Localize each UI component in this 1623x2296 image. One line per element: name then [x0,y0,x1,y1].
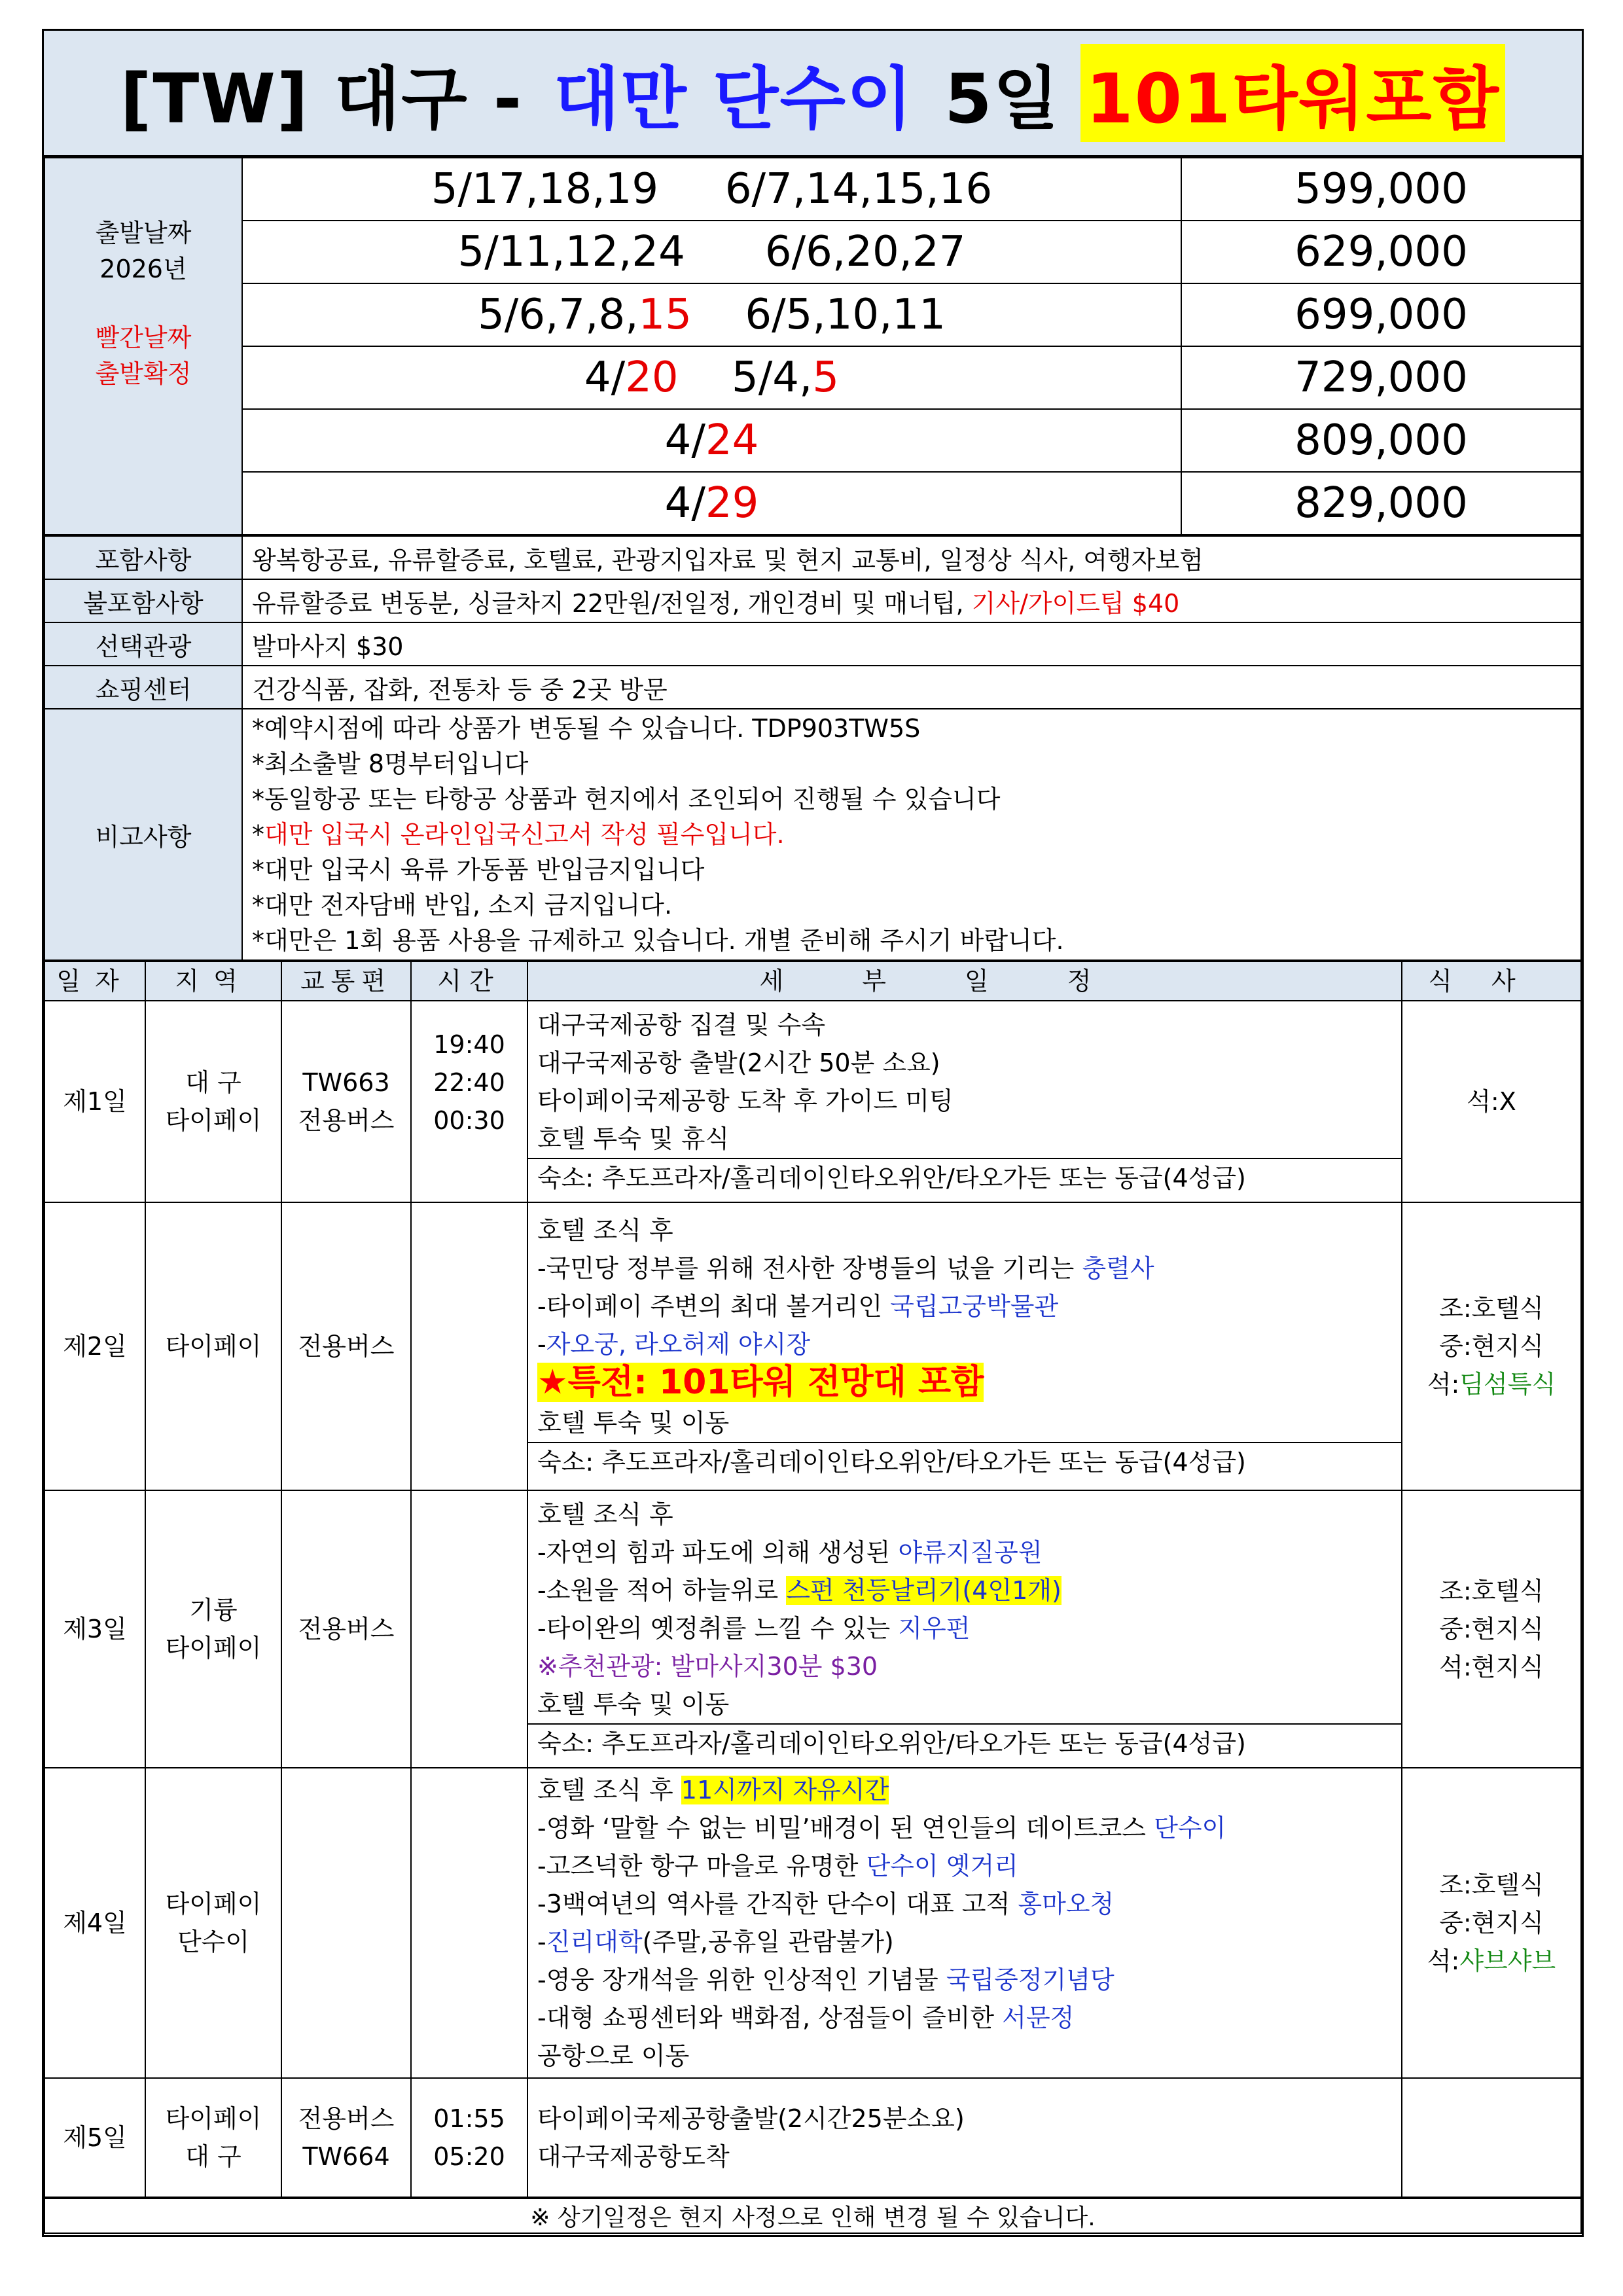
departure-dates: 5/6,7,8,15 6/5,10,11 [242,283,1181,346]
departure-year: 2026년 [99,254,187,283]
schedule-header: 일자 지역 교통편 시간 세부일정 식사 [45,961,1581,1001]
day-transport: 전용버스 [281,1490,411,1768]
day-transport [281,1768,411,2078]
day-row [45,1490,1581,1768]
departure-dates: 4/29 [242,472,1181,535]
price-value: 829,000 [1181,472,1581,535]
day-place: 타이페이 대 구 [145,2078,281,2197]
day-times [411,1768,527,2078]
day-detail: 호텔 조식 후 -국민당 정부를 위해 전사한 장병들의 넋을 기리는 충렬사 -타이페이 주변의 최대 볼거리인 국립고궁박물관 -자오궁, 라오허제 야시장 ★특전: 101타워 전망대 포함 호텔 투숙 및 이동 숙소: 추도프라자/홀리데이인타오위안/타오가든 또는 동급(4성급) [527,1202,1402,1490]
price-value: 629,000 [1181,221,1581,283]
itinerary-document [42,29,1584,2237]
day-detail: 타이페이국제공항출발(2시간25분소요) 대구국제공항도착 [527,2078,1402,2197]
day-row [45,2078,1581,2197]
title-prefix: [TW] 대구 - [120,59,524,139]
departure-dates: 4/24 [242,409,1181,472]
price-value: 599,000 [1181,158,1581,221]
excluded-text: 유류할증료 변동분, 싱글차지 22만원/전일정, 개인경비 및 매너팁, 기사/가이드팁 $40 [242,579,1581,622]
day-meals: 조:호텔식 중:현지식 석:샤브샤브 [1402,1768,1581,2078]
day-row [45,1001,1581,1202]
footer-note: ※ 상기일정은 현지 사정으로 인해 변경 될 수 있습니다. [45,2198,1581,2233]
day-row [45,1202,1581,1490]
price-row [45,409,1581,472]
day-times [411,1490,527,1768]
price-value: 729,000 [1181,346,1581,409]
special-highlight: ★특전: 101타워 전망대 포함 [537,1363,984,1402]
title-highlight: 101타워포함 [1080,44,1505,142]
price-table [44,157,1582,535]
day-meals: 석:X [1402,1001,1581,1202]
confirmed-note-1: 빨간날짜 [95,323,192,352]
day-detail: 대구국제공항 집결 및 수속 대구국제공항 출발(2시간 50분 소요) 타이페이국제공항 도착 후 가이드 미팅 호텔 투숙 및 휴식 숙소: 추도프라자/홀리데이인타오위안/타오가든 또는 동급(4성급) [527,1001,1402,1202]
title-destination: 대만 단수이 [553,59,914,139]
included-text: 왕복항공료, 유류할증료, 호텔료, 관광지입자료 및 현지 교통비, 일정상 식사, 여행자보험 [242,536,1581,579]
day-label: 제1일 [45,1001,145,1202]
price-value: 699,000 [1181,283,1581,346]
hotel-info: 숙소: 추도프라자/홀리데이인타오위안/타오가든 또는 동급(4성급) [528,1158,1401,1197]
included-label: 포함사항 [45,536,242,579]
day-detail: 호텔 조식 후 -자연의 힘과 파도에 의해 생성된 야류지질공원 -소원을 적어 하늘위로 스펀 천등날리기(4인1개) -타이완의 옛정취를 느낄 수 있는 지우펀 ※추천관광: 발마사지30분 $30 호텔 투숙 및 이동 숙소: 추도프라자/홀리데이인타오위안/타오가든 또는 동급(4성급) [527,1490,1402,1768]
day-transport: 전용버스 TW664 [281,2078,411,2197]
day-times: 19:40 22:40 00:30 [411,1001,527,1202]
info-table [44,535,1582,961]
day-label: 제3일 [45,1490,145,1768]
day-row [45,1768,1581,2078]
departure-dates: 5/11,12,24 6/6,20,27 [242,221,1181,283]
excluded-label: 불포함사항 [45,579,242,622]
shopping-text: 건강식품, 잡화, 전통차 등 중 2곳 방문 [242,666,1581,709]
price-row [45,472,1581,535]
day-place: 기륭 타이페이 [145,1490,281,1768]
day-place: 타이페이 [145,1202,281,1490]
shopping-label: 쇼핑센터 [45,666,242,709]
price-row [45,346,1581,409]
price-row [45,221,1581,283]
price-row [45,283,1581,346]
price-value: 809,000 [1181,409,1581,472]
departure-label: 출발날짜 [95,218,192,247]
day-meals: 조:호텔식 중:현지식 석:딤섬특식 [1402,1202,1581,1490]
day-transport: 전용버스 [281,1202,411,1490]
day-label: 제5일 [45,2078,145,2197]
day-label: 제4일 [45,1768,145,2078]
day-times [411,1202,527,1490]
day-place: 대 구 타이페이 [145,1001,281,1202]
departure-dates: 5/17,18,19 6/7,14,15,16 [242,158,1181,221]
remarks-text: *예약시점에 따라 상품가 변동될 수 있습니다. TDP903TW5S *최소출발 8명부터입니다 *동일항공 또는 타항공 상품과 현지에서 조인되어 진행될 수 있습니다 *대만 입국시 온라인입국신고서 작성 필수입니다. *대만 입국시 육류 가동품 반입금지입니다 *대만 전자담배 반입, 소지 금지입니다. *대만은 1회 용품 사용을 규제하고 있습니다. 개별 준비해 주시기 바랍니다. [242,709,1581,960]
optional-label: 선택관광 [45,622,242,666]
page-title [44,31,1582,157]
schedule-table [44,961,1582,2198]
departure-label-cell [45,158,242,535]
day-place: 타이페이 단수이 [145,1768,281,2078]
day-meals [1402,2078,1581,2197]
day-label: 제2일 [45,1202,145,1490]
departure-dates: 4/20 5/4,5 [242,346,1181,409]
remarks-label: 비고사항 [45,709,242,960]
footer-table [44,2198,1582,2234]
day-meals: 조:호텔식 중:현지식 석:현지식 [1402,1490,1581,1768]
day-times: 01:55 05:20 [411,2078,527,2197]
hotel-info: 숙소: 추도프라자/홀리데이인타오위안/타오가든 또는 동급(4성급) [528,1724,1401,1763]
title-duration: 5일 [944,59,1061,139]
price-row [45,158,1581,221]
confirmed-note-2: 출발확정 [95,359,192,389]
day-detail: 호텔 조식 후 11시까지 자유시간 -영화 ‘말할 수 없는 비밀’배경이 된 연인들의 데이트코스 단수이 -고즈넉한 항구 마을로 유명한 단수이 옛거리 -3백여년의 역사를 간직한 단수이 대표 고적 홍마오청 -진리대학(주말,공휴일 관람불가) -영웅 장개석을 위한 인상적인 기념물 국립중정기념당 -대형 쇼핑센터와 백화점, 상점들이 즐비한 서문정 공항으로 이동 [527,1768,1402,2078]
hotel-info: 숙소: 추도프라자/홀리데이인타오위안/타오가든 또는 동급(4성급) [528,1443,1401,1481]
optional-text: 발마사지 $30 [242,622,1581,666]
day-transport: TW663 전용버스 [281,1001,411,1202]
